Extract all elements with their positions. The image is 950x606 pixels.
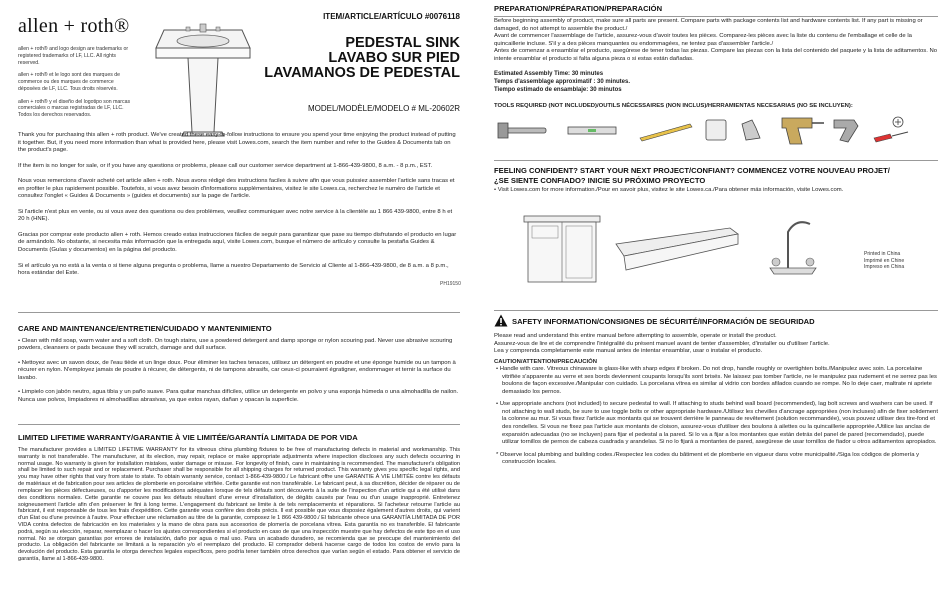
divider (18, 312, 460, 313)
faucet-icon (770, 222, 816, 274)
intro-paragraph: If the item is no longer for sale, or if you have any questions or problems, please call our customer service department at 1-866-439-9800, 8 a.m. - 8 p.m., EST. (18, 162, 433, 169)
pipe-wrench-icon (834, 120, 858, 142)
trademark-fr: allen + roth® et le logo sont des marques de commerce ou des marques de commerce déposées de LF, LLC. Tous droits réservés. (18, 72, 121, 92)
bathtub-icon (616, 228, 738, 270)
safety-item: * Observe local plumbing and building codes./Respectez les codes du bâtiment et de plomberie en vigueur dans votre municipalité./Siga los códigos de plomería y construcción locales. (496, 451, 920, 466)
care-item: • Nettoyez avec un savon doux, de l'eau tiède et un linge doux. Pour éliminer les taches tenaces, utilisez un détergent en poudre et une éponge humide ou un tampon à récurer en nylon. N'employez jamais de poudre à récurer, de détergents, ni de tampons abrasifs, car ceux-ci pourraient égratigner, endommager et ternir la surface du lavabo. (18, 359, 456, 381)
safety-section (494, 333, 938, 472)
level-icon (568, 127, 616, 134)
intro-text (18, 132, 460, 286)
prep-paragraph: Avant de commencer l'assemblage de l'article, assurez-vous d'avoir toutes les pièces. Comparez-les pièces avec la liste du contenu de l'emballage et celle de la quincaillerie incluse. S'il y a des pièces manquantes ou endommagées, ne tentez pas d'assembler l'article./ (494, 33, 912, 47)
feel-text: • Visit Lowes.com for more information./Pour en savoir plus, visitez le site Lowes.ca./Para obtener más información, visite Lowes.com. (494, 187, 844, 194)
intro-paragraph: Si l'article n'est plus en vente, ou si vous avez des questions ou des problèmes, veuillez communiquer avec notre service à la clientèle au 1 866 439-9800, entre 8 h et 20 h (HNE). (18, 208, 453, 223)
screwdriver-icon (874, 117, 908, 142)
printed-en: Printed in China (864, 251, 901, 257)
safety-item: • Use appropriate anchors (not included) to secure pedestal to wall. If attaching to studs behind wall board (recommended), lag bolt screws and washers can be used. If not attaching to wall studs, be sure to use toggle bolts or other appropriate hardware./Utilisez les chevilles d'ancrage appropriées (non incluses) afin de fixer solidement la colonne au mur. Si vous fixez l'article aux montants qui se trouvent derrière le panneau de revêtement (solution recommandée), vous pouvez utiliser des tire-fond et des rondelles. Si vous ne fixez pas l'article aux montants de cloison, assurez-vous d'utiliser des boulons à ailettes ou la quincaillerie appropriée./Utilice las anclas de expansión adecuadas (no se incluyen) para fijar el pedestal a la pared. Si lo va a fijar a los montantes que están detrás del panel de pared (recomendado), puede utilizar tornillos de pernos de cabeza cuadrada y arandelas. Si no lo fijará a montantes de pared, asegúrese de usar tornillos de fiador u otros aditamentos apropiados. (496, 401, 938, 446)
warranty-heading: LIMITED LIFETIME WARRANTY/GARANTIE À VIE LIMITÉE/GARANTÍA LIMITADA DE POR VIDA (18, 433, 358, 442)
vanity-icon (524, 216, 600, 282)
silicone-sealant-icon (742, 120, 760, 140)
feel-heading-2: ¿SE SIENTE CONFIADO? INICIE SU PRÓXIMO PROYECTO (494, 175, 706, 185)
safety-intro: Lea y comprenda completamente este manual antes de intentar ensamblar, usar o instalar el producto. (494, 348, 763, 355)
product-title (264, 36, 460, 80)
safety-item: • Handle with care. Vitreous chinaware is glass-like with sharp edges if broken. Do not drop, handle roughly or overtighten bolts./Manipulez avec soin. La porcelaine vitrifiée s'apparente au verre et ses bords deviennent coupants lorsqu'ils sont brisés. Ne laissez pas tomber l'article, ne le manipulez pas rudement et ne serrez pas les boulons de façon excessive./Manipular con cuidado. La porcelana vítrea es similar al vidrio con bordes afilados cuando se rompe. No lo deje caer, maltrate ni apriete demasiado los pernos. (496, 366, 937, 395)
printed-in-china (864, 251, 904, 271)
printed-es: Impreso en China (864, 264, 905, 271)
safety-heading: SAFETY INFORMATION/CONSIGNES DE SÉCURITÉ/INFORMACIÓN DE SEGURIDAD (512, 317, 815, 326)
printed-fr: Imprimé en Chine (864, 257, 905, 264)
care-item: • Clean with mild soap, warm water and a soft cloth. On tough stains, use a powdered detergent and damp sponge or nylon scouring pad. Never use abrasive scouring powders, cleansers or pads because they will scratch, damage and dull surface. (18, 337, 453, 352)
warranty-text: The manufacturer provides a LIMITED LIFETIME WARRANTY for its vitreous china plumbing fixtures to be free of manufacturing defects in material and workmanship. This warranty is not transferable. The manufacturer, at its election, may repair, replace or make appropriate adjustments where inspection discloses any such defects occurring in normal usage. No warranty is given for installation mistakes, water damage or misuse. For longevity of finish, care in maintaining is recommended. The manufacturer's obligation shall be limited to such repair and or replacement. Purchaser shall be responsible for all shipping charges for returned product. This warranty gives you specific legal rights, and you may have other rights that vary from state to state. To obtain warranty service, contact 1-866-439-9800./ Le fabricant offre une GARANTIE À VIE LIMITÉE contre les défauts de matériaux et de fabrication pour ses articles de plomberie en porcelaine vitrifiée. Cette garantie est non transférable. Le fabricant peut, à sa discrétion, décider de réparer ou de remplacer les pièces défectueuses, ou d'apporter les modifications adéquates lorsque de tels défauts sont découverts à la suite de l'inspection d'un article qui a été utilisé dans des conditions normales. Cette garantie ne couvre pas les défauts résultant d'une erreur d'installation, de dégâts causés par l'eau ou d'un usage inapproprié. Entretenez soigneusement l'article afin d'en préserver le fini à long terme. L'engagement du fabricant se limite à de tels remplacements et réparations. Si l'acheteur retourne l'article au fabricant, il est responsable de tous les frais d'expédition. Cette garantie vous confère des droits précis. Il est possible que vous disposiez également d'autres droits, qui varient d'un État ou d'une province à l'autre. Pour effectuer une réclamation au titre de la garantie, composez le 1 866 439-9800./ El fabricante ofrece una GARANTÍA LIMITADA DE POR VIDA contra defectos de fabricación en los materiales y la mano de obra para sus accesorios de plomería de porcelana vítrea. Esta garantía no es transferible. El fabricante podrá, según su elección, reparar, reemplazar o hacer los ajustes correspondientes si el producto en caso de que una inspección muestre que hay defectos de este tipo en el uso normal. No se otorgan garantías por errores de instalación, daño por agua o mal uso. Para un acabado duradero, se recomienda que se preocupe del mantenimiento del producto. La obligación del fabricante se limitará a la reparación y/o el reemplazo del producto. El comprador deberá hacerse cargo de todos los costos de envío para la devolución del producto. Esta garantía le otorga derechos legales específicos, pero podría tener también otros derechos que varían según el estado. Para obtener el servicio de garantía, llame al 1-866-439-9800. (18, 447, 460, 562)
caution-label: CAUTION/ATTENTION/PRECAUCIÓN (494, 358, 597, 365)
prep-heading: PREPARATION/PRÉPARATION/PREPARACIÓN (494, 4, 663, 13)
divider (18, 424, 460, 425)
care-item: • Limpielo con jabón neutro, agua tibia y un paño suave. Para quitar manchas difíciles, utilice un detergente en polvo y una esponja húmeda o una almohadilla de nailon. Nunca use polvos, limpiadores ni almohadillas abrasivas, ya que estos rayan, dañan y opacan la superficie. (18, 389, 459, 403)
prep-paragraph: Antes de comenzar a ensamblar el producto, asegúrese de tener todas las piezas. Compare las piezas con la lista del contenido del paquete y la lista de aditamentos. No intente ensamblar el producto si falta alguna pieza o si estas están dañadas. (494, 48, 938, 62)
safety-intro: Assurez-vous de lire et de comprendre l'intégralité du présent manuel avant de tenter d'assembler, d'installer ou d'utiliser l'article. (494, 340, 830, 347)
safety-intro: Please read and understand this entire manual before attempting to assemble, operate or install the product. (494, 333, 777, 339)
trademark-notes (18, 46, 136, 125)
feel-confident-section (494, 166, 938, 195)
divider (494, 160, 938, 161)
title-en: PEDESTAL SINK (345, 35, 460, 51)
intro-paragraph: Gracias por comprar este producto allen + roth. Hemos creado estas instrucciones fáciles de seguir para garantizar que pase su tiempo disfrutando el producto en lugar de armándolo. No obstante, si necesita más información que la entregada aquí, visite Lowes.com, busque el número de artículo y consulte la pestaña Guides & Documents (Guías y documentos) en la página del producto. (18, 231, 457, 254)
adjustable-wrench-icon (498, 123, 546, 138)
prep-paragraph: Before beginning assembly of product, make sure all parts are present. Compare parts with package contents list and hardware contents list. If any part is missing or damaged, do not attempt to assemble the product./ (494, 18, 923, 32)
item-number: ITEM/ARTICLE/ARTÍCULO #0076118 (323, 12, 460, 21)
tools-illustration (494, 108, 938, 152)
intro-paragraph: Nous vous remercions d'avoir acheté cet article allen + roth. Nous avons rédigé des instructions faciles à suivre afin que vous puissiez assembler l'article sans tracas et en profiter le plus rapidement possible. Toutefois, si vous avez besoin d'informations supplémentaires, visitez le site Lowes.ca, recherchez le numéro de l'article et consultez l'onglet « Guides & Documents » (guides et documents) sur la page de l'article. (18, 178, 455, 200)
model-number: MODEL/MODÈLE/MODELO # ML-20602R (307, 104, 460, 113)
assembly-time-es: Tiempo estimado de ensamblaje: 30 minutos (494, 86, 622, 93)
assembly-time-en: Estimated Assembly Time: 30 minutes (494, 71, 604, 78)
plumbers-putty-icon (706, 120, 726, 140)
brand-logo: allen + roth® (18, 15, 130, 37)
divider (494, 16, 938, 17)
title-fr: LAVABO SUR PIED (328, 49, 460, 66)
title-es: LAVAMANOS DE PEDESTAL (264, 64, 460, 81)
divider (494, 310, 938, 311)
assembly-time-fr: Temps d'assemblage approximatif : 30 minutes. (494, 79, 631, 86)
document-code: PH19150 (440, 281, 461, 287)
intro-paragraph: Si el artículo ya no está a la venta o si tiene alguna pregunta o problema, llame a nuestro Departamento de Servicio al Cliente al 1-866-439-9800, de 8 a.m. a 8 p.m., hora estándar del Este. (18, 262, 449, 277)
care-section (18, 324, 460, 412)
feel-heading-1: FEELING CONFIDENT? START YOUR NEXT PROJECT/CONFIANT? COMMENCEZ VOTRE NOUVEAU PROJET/ (494, 166, 890, 175)
prep-section (494, 18, 938, 110)
assembly-time (494, 71, 938, 94)
tools-heading: TOOLS REQUIRED (NOT INCLUDED)/OUTILS NÉCESSAIRES (NON INCLUS)/HERRAMIENTAS NECESARIAS (NO SE INCLUYEN): (494, 102, 853, 109)
pedestal-sink-illustration (150, 14, 255, 138)
related-products-illustration (520, 198, 840, 288)
pencil-icon (640, 124, 692, 141)
drill-icon (782, 118, 824, 144)
intro-paragraph: Thank you for purchasing this allen + roth product. We've created these easy-to-follow instructions to ensure you spend your time enjoying the product instead of putting it together. But, if you need more information than what is provided here, please visit Lowes.com, search the item number and refer to the Guides & Documents tab on the product's page. (18, 132, 456, 154)
warning-icon (494, 314, 508, 327)
trademark-es: allen + roth® y el diseño del logotipo son marcas comerciales o marcas registradas de LF, LLC. Todos los derechos reservados. (18, 98, 131, 118)
care-heading: CARE AND MAINTENANCE/ENTRETIEN/CUIDADO Y MANTENIMIENTO (18, 324, 272, 333)
trademark-en: allen + roth® and logo design are trademarks or registered trademarks of LF, LLC. All rights reserved. (18, 46, 129, 66)
